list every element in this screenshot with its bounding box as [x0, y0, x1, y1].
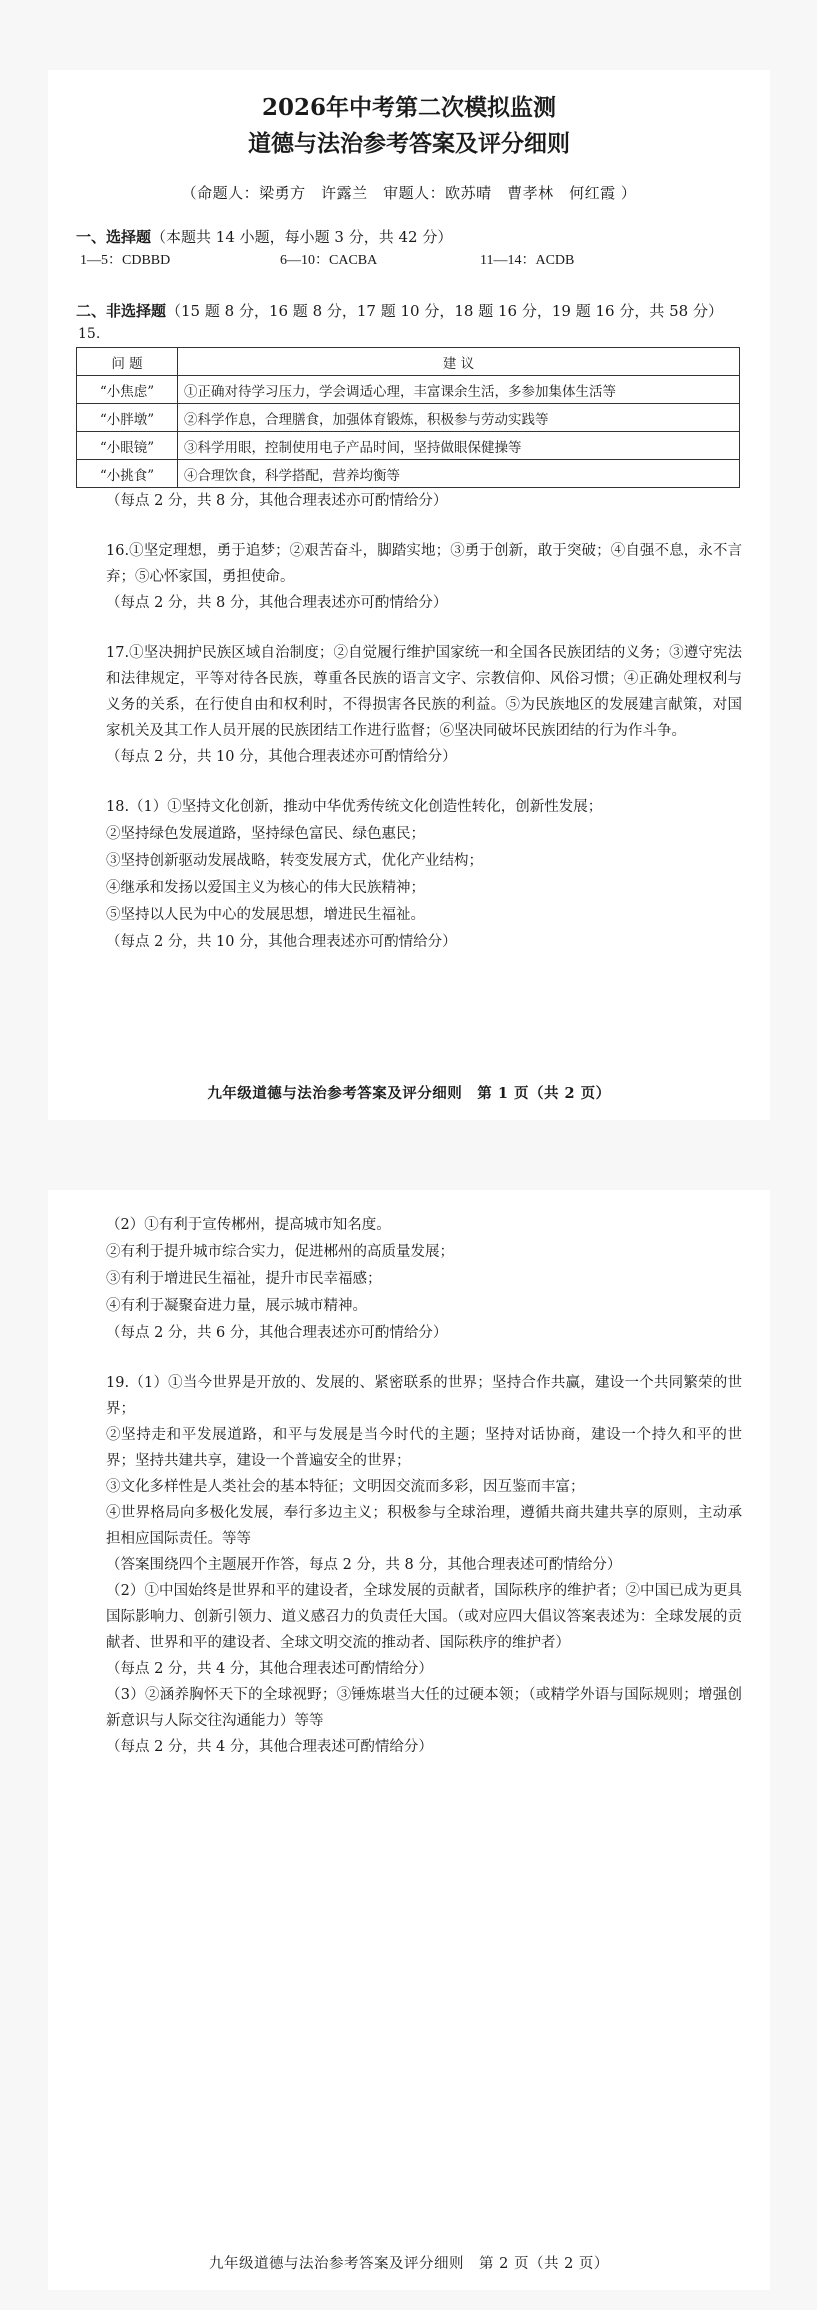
q15-number: 15. — [78, 326, 101, 342]
answer-page-1 — [48, 70, 770, 1120]
q19-2-answer: （2）①中国始终是世界和平的建设者，全球发展的贡献者，国际秩序的维护者；②中国已成为更具国际影响力、创新引领力、道义感召力的负责任大国。（或对应四大倡议答案表述为：全球发展的贡献者、世界和平的建设者、全球文明交流的推动者、国际秩序的维护者） — [106, 1583, 742, 1651]
section-choice-detail: （本题共 14 小题，每小题 3 分，共 42 分） — [151, 228, 453, 246]
section-choice-heading — [76, 225, 742, 249]
document-subtitle: 道德与法治参考答案及评分细则 — [248, 130, 570, 157]
q18-1-scoring-note: （每点 2 分，共 10 分，其他合理表述亦可酌情给分） — [106, 934, 457, 950]
authors-line: （命题人：梁勇方 许露兰 审题人：欧苏晴 曹孝林 何红霞 ） — [181, 184, 637, 202]
table-header-problem: 问 题 — [77, 348, 178, 376]
q18-1-point-3: ③坚持创新驱动发展战略，转变发展方式，优化产业结构； — [106, 853, 483, 869]
table-cell-problem: “小焦虑” — [77, 376, 178, 404]
q18-2-point-2: ②有利于提升城市综合实力，促进郴州的高质量发展； — [106, 1244, 454, 1260]
choice-answers-6-10: 6—10：CACBA — [280, 253, 378, 268]
section-nonchoice-detail: （15 题 8 分，16 题 8 分，17 题 10 分，18 题 16 分，19 题 16 分，共 58 分） — [166, 302, 723, 320]
table-cell-suggestion: ③科学用眼，控制使用电子产品时间，坚持做眼保健操等 — [178, 432, 740, 460]
table-cell-problem: “小挑食” — [77, 460, 178, 488]
table-cell-problem: “小胖墩” — [77, 404, 178, 432]
q17-answer: 17.①坚决拥护民族区域自治制度；②自觉履行维护国家统一和全国各民族团结的义务；③遵守宪法和法律规定，平等对待各民族，尊重各民族的语言文字、宗教信仰、风俗习惯；④正确处理权利与义务的关系，在行使自由和权利时，不得损害各民族的利益。⑤为民族地区的发展建言献策，对国家机关及其工作人员开展的民族团结工作进行监督；⑥坚决同破坏民族团结的行为作斗争。 — [106, 645, 742, 739]
q19-1-point-4: ④世界格局向多极化发展，奉行多边主义；积极参与全球治理，遵循共商共建共享的原则，主动承担相应国际责任。等等 — [106, 1505, 742, 1547]
choice-answers-1-5: 1—5：CDBBD — [80, 253, 171, 268]
choice-answers-11-14: 11—14：ACDB — [480, 253, 575, 268]
section-nonchoice-heading — [76, 299, 742, 323]
table-cell-suggestion: ②科学作息，合理膳食，加强体育锻炼，积极参与劳动实践等 — [178, 404, 740, 432]
q19-1-point-2: ②坚持走和平发展道路，和平与发展是当今时代的主题；坚持对话协商，建设一个持久和平的世界；坚持共建共享，建设一个普遍安全的世界； — [106, 1427, 742, 1469]
q18-2-point-1: （2）①有利于宣传郴州，提高城市知名度。 — [106, 1217, 391, 1233]
answer-page-2 — [48, 1190, 770, 2290]
q18-1-point-1: 18.（1）①坚持文化创新，推动中华优秀传统文化创造性转化，创新性发展； — [106, 799, 603, 815]
document-title: 2026年中考第二次模拟监测 — [261, 94, 556, 121]
page-footer: 九年级道德与法治参考答案及评分细则 第 2 页（共 2 页） — [209, 2256, 609, 2272]
section-choice-title: 一、选择题 — [76, 228, 152, 246]
choice-answers — [76, 249, 742, 273]
q18-1-point-2: ②坚持绿色发展道路，坚持绿色富民、绿色惠民； — [106, 826, 425, 842]
q15-scoring-note: （每点 2 分，共 8 分，其他合理表述亦可酌情给分） — [106, 493, 448, 509]
q18-1-point-5: ⑤坚持以人民为中心的发展思想，增进民生福祉。 — [106, 907, 425, 923]
section-nonchoice-title: 二、非选择题 — [76, 302, 167, 320]
table-cell-problem: “小眼镜” — [77, 432, 178, 460]
q15-table — [76, 347, 740, 488]
q19-3-answer: （3）②涵养胸怀天下的全球视野；③锤炼堪当大任的过硬本领；（或精学外语与国际规则；增强创新意识与人际交往沟通能力）等等 — [106, 1687, 742, 1729]
table-row — [77, 404, 740, 432]
q16-answer: 16.①坚定理想，勇于追梦；②艰苦奋斗，脚踏实地；③勇于创新，敢于突破；④自强不息，永不言弃；⑤心怀家国，勇担使命。 — [106, 543, 742, 585]
table-header-row — [77, 348, 740, 376]
q19-1-scoring-note: （答案围绕四个主题展开作答，每点 2 分，共 8 分，其他合理表述可酌情给分） — [106, 1557, 622, 1573]
q16-scoring-note: （每点 2 分，共 8 分，其他合理表述亦可酌情给分） — [106, 595, 448, 611]
q18-2-scoring-note: （每点 2 分，共 6 分，其他合理表述亦可酌情给分） — [106, 1325, 448, 1341]
q18-2-point-4: ④有利于凝聚奋进力量，展示城市精神。 — [106, 1298, 367, 1314]
table-row — [77, 460, 740, 488]
q19-1-point-3: ③文化多样性是人类社会的基本特征；文明因交流而多彩，因互鉴而丰富； — [106, 1479, 585, 1495]
page-footer: 九年级道德与法治参考答案及评分细则 第 1 页（共 2 页） — [207, 1085, 611, 1102]
table-cell-suggestion: ④合理饮食，科学搭配，营养均衡等 — [178, 460, 740, 488]
table-row — [77, 432, 740, 460]
q18-2-point-3: ③有利于增进民生福祉，提升市民幸福感； — [106, 1271, 382, 1287]
q19-2-scoring-note: （每点 2 分，共 4 分，其他合理表述可酌情给分） — [106, 1661, 433, 1677]
q17-scoring-note: （每点 2 分，共 10 分，其他合理表述亦可酌情给分） — [106, 749, 457, 765]
q19-3-scoring-note: （每点 2 分，共 4 分，其他合理表述可酌情给分） — [106, 1739, 433, 1755]
table-row — [77, 376, 740, 404]
q19-1-point-1: 19.（1）①当今世界是开放的、发展的、紧密联系的世界；坚持合作共赢，建设一个共同繁荣的世界； — [106, 1375, 742, 1417]
table-cell-suggestion: ①正确对待学习压力，学会调适心理，丰富课余生活，多参加集体生活等 — [178, 376, 740, 404]
table-header-suggestion: 建 议 — [178, 348, 740, 376]
q18-1-point-4: ④继承和发扬以爱国主义为核心的伟大民族精神； — [106, 880, 425, 896]
